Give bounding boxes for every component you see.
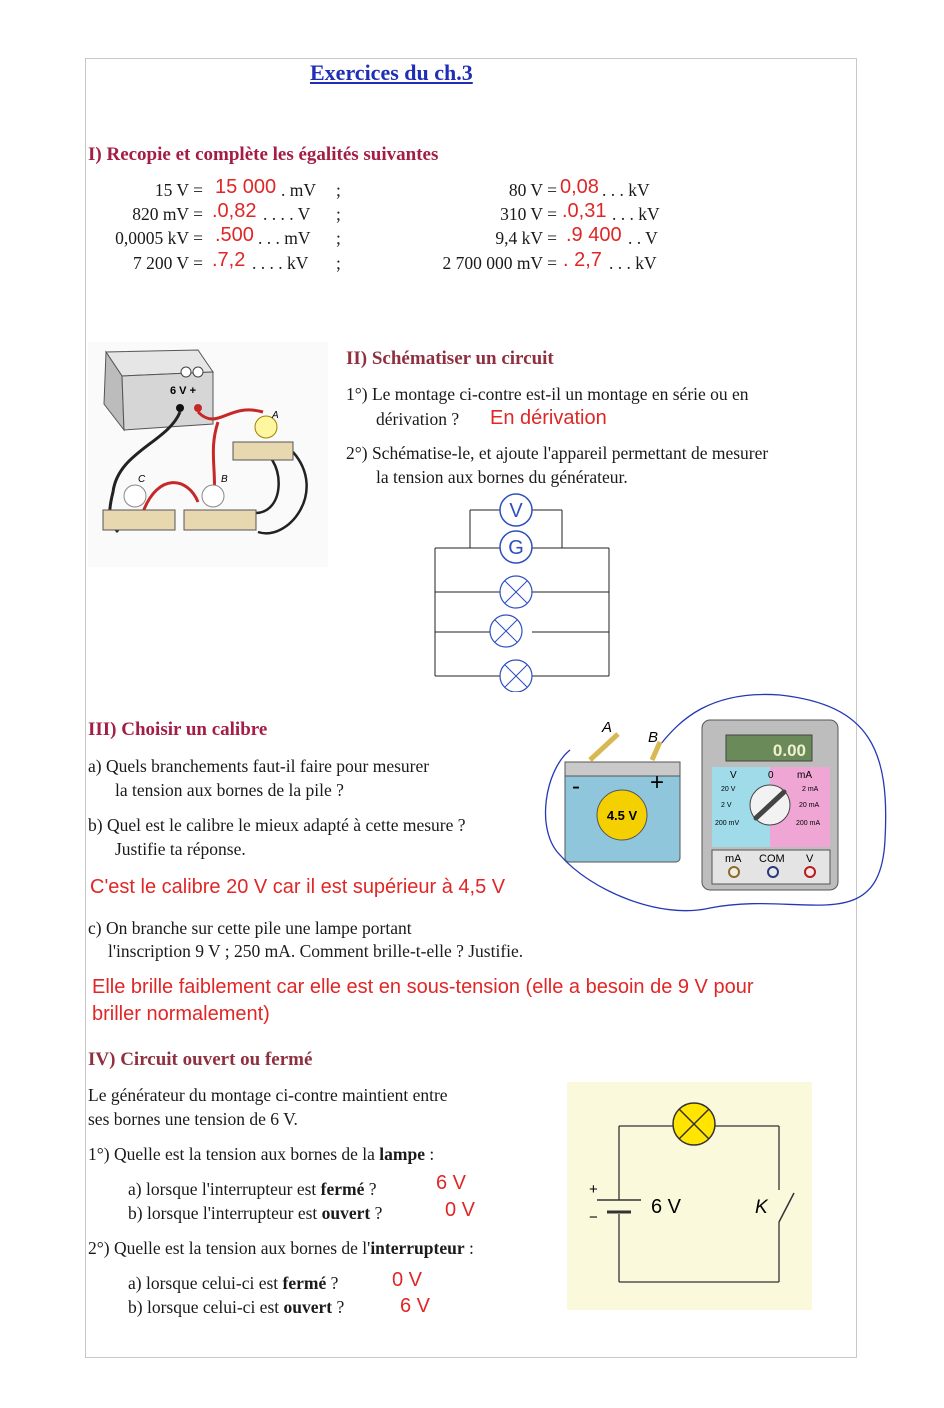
battery-multimeter-illustration xyxy=(540,690,900,920)
conversion-left-label: 820 mV = xyxy=(132,204,203,224)
lamp-c-label: C xyxy=(138,474,146,485)
intro-line1: Le générateur du montage ci-contre maintient entre xyxy=(88,1085,448,1105)
conversion-separator: ; xyxy=(336,180,341,200)
lamp-question-b: b) lorsque l'interrupteur est ouvert ? xyxy=(128,1203,383,1223)
conversion-left-label: 15 V = xyxy=(154,180,203,200)
conversion-left-unit: . . . . V xyxy=(263,204,311,224)
conversion-separator: ; xyxy=(336,253,341,273)
lamp-a-label: A xyxy=(272,410,279,421)
lamp-c xyxy=(124,485,146,507)
battery-plus-sign: + xyxy=(650,769,665,796)
jack-com-label: COM xyxy=(759,853,785,865)
section-1-heading: I) Recopie et complète les égalités suivantes xyxy=(88,144,439,165)
lamp-question: 1°) Quelle est la tension aux bornes de la lampe : xyxy=(88,1144,435,1164)
conversion-left-unit: . . . . kV xyxy=(252,253,309,273)
conversion-left-unit: . mV xyxy=(281,180,316,200)
range-20v[interactable]: 20 V xyxy=(721,786,736,793)
range-2ma[interactable]: 2 mA xyxy=(802,786,819,793)
lamp-holder-b xyxy=(184,510,256,530)
intro-line2: ses bornes une tension de 6 V. xyxy=(88,1109,298,1129)
switch-label: K xyxy=(755,1197,768,1218)
range-ma-label: mA xyxy=(797,770,812,781)
question-1-line2: dérivation ? xyxy=(376,409,460,429)
conversion-left-label: 7 200 V = xyxy=(133,253,203,273)
conversion-right-label: 310 V = xyxy=(500,204,557,224)
jack-ma[interactable] xyxy=(729,867,739,877)
conversion-right-label: 9,4 kV = xyxy=(495,228,557,248)
terminal-a-label: A xyxy=(602,719,613,736)
conversion-right-answer: . 2,7 xyxy=(563,249,602,271)
jack-v-label: V xyxy=(806,853,814,865)
answer-b: C'est le calibre 20 V car il est supérieur à 4,5 V xyxy=(90,876,506,898)
lamp-holder-c xyxy=(103,510,175,530)
question-a-line2: la tension aux bornes de la pile ? xyxy=(115,780,344,800)
conversion-left-unit: . . . mV xyxy=(258,228,311,248)
switch-answer-b: 6 V xyxy=(400,1295,431,1317)
question-2-line1: 2°) Schématise-le, et ajoute l'appareil permettant de mesurer xyxy=(346,443,769,463)
conversion-separator: ; xyxy=(336,228,341,248)
battery-voltage-label: 4.5 V xyxy=(606,808,638,823)
question-a-line1: a) Quels branchements faut-il faire pour mesurer xyxy=(88,756,430,776)
jack-v[interactable] xyxy=(805,867,815,877)
question-b-line1: b) Quel est le calibre le mieux adapté à cette mesure ? xyxy=(88,815,466,835)
section-2-heading: II) Schématiser un circuit xyxy=(346,348,554,369)
voltmeter-label: V xyxy=(509,500,523,522)
conversion-right-answer: .0,31 xyxy=(562,200,607,222)
conversion-left-answer: 15 000 xyxy=(215,176,277,198)
conversion-right-label: 2 700 000 mV = xyxy=(442,253,557,273)
lamp-answer-a: 6 V xyxy=(436,1172,467,1194)
range-v-label: V xyxy=(730,770,737,781)
lamp-question-a: a) lorsque l'interrupteur est fermé ? xyxy=(128,1179,377,1199)
conversion-left-answer: .500 xyxy=(215,224,254,246)
conversion-right-unit: . . V xyxy=(628,228,658,248)
generator-voltage-label: 6 V xyxy=(651,1196,682,1218)
lamp-b-label: B xyxy=(221,474,228,485)
series-circuit-diagram xyxy=(567,1082,812,1310)
terminal-b-label: B xyxy=(648,729,659,746)
battery-minus-sign: - xyxy=(572,773,580,800)
question-1-line1: 1°) Le montage ci-contre est-il un montage en série ou en xyxy=(346,384,749,404)
conversion-right-answer: .9 400 xyxy=(566,224,622,246)
question-b-line2: Justifie ta réponse. xyxy=(115,839,246,859)
lamp-symbol xyxy=(673,1103,715,1145)
battery-terminal-a xyxy=(590,734,618,760)
conversion-left-answer: .7,2 xyxy=(212,249,246,271)
conversion-right-answer: 0,08 xyxy=(560,176,599,198)
question-c-line2: l'inscription 9 V ; 250 mA. Comment brille-t-elle ? Justifie. xyxy=(108,941,524,961)
answer-c-line1: Elle brille faiblement car elle est en sous-tension (elle a besoin de 9 V pour xyxy=(92,976,754,998)
question-c-line1: c) On branche sur cette pile une lampe portant xyxy=(88,918,412,938)
switch-question-a: a) lorsque celui-ci est fermé ? xyxy=(128,1273,339,1293)
generator-front xyxy=(122,372,213,430)
question-2-line2: la tension aux bornes du générateur. xyxy=(376,467,628,487)
generator-symbol-label: G xyxy=(508,537,524,559)
conversion-right-unit: . . . kV xyxy=(609,253,657,273)
conversion-left-answer: .0,82 xyxy=(212,200,257,222)
conversion-right-unit: . . . kV xyxy=(612,204,660,224)
page-title: Exercices du ch.3 xyxy=(310,60,473,85)
conversion-right-label: 80 V = xyxy=(508,180,557,200)
parallel-circuit-diagram xyxy=(420,492,630,692)
question-1-answer: En dérivation xyxy=(490,407,607,429)
range-20ma[interactable]: 20 mA xyxy=(799,802,820,809)
range-200ma[interactable]: 200 mA xyxy=(796,820,821,827)
lamp-symbol xyxy=(435,576,609,608)
lamp-holder-a xyxy=(233,442,293,460)
lamp-symbol xyxy=(435,615,609,647)
generator-label: 6 V + xyxy=(170,385,196,397)
section-3-heading: III) Choisir un calibre xyxy=(88,719,268,740)
generator-minus-sign: − xyxy=(589,1209,598,1226)
range-200mv[interactable]: 200 mV xyxy=(715,820,740,827)
conversion-separator: ; xyxy=(336,204,341,224)
switch-answer-a: 0 V xyxy=(392,1269,423,1291)
range-2v[interactable]: 2 V xyxy=(721,802,732,809)
switch-question: 2°) Quelle est la tension aux bornes de l'interrupteur : xyxy=(88,1238,474,1258)
multimeter-reading: 0.00 xyxy=(772,741,806,760)
lamp-symbol xyxy=(435,660,609,692)
circuit-photo xyxy=(88,342,328,567)
switch-question-b: b) lorsque celui-ci est ouvert ? xyxy=(128,1297,345,1317)
conversion-left-label: 0,0005 kV = xyxy=(115,228,203,248)
section-4-heading: IV) Circuit ouvert ou fermé xyxy=(88,1049,313,1070)
jack-ma-label: mA xyxy=(725,853,742,865)
jack-com[interactable] xyxy=(768,867,778,877)
generator-plus-sign: + xyxy=(589,1181,598,1198)
answer-c-line2: briller normalement) xyxy=(92,1003,270,1025)
range-zero-label: 0 xyxy=(768,770,774,781)
conversion-right-unit: . . . kV xyxy=(602,180,650,200)
lamp-b xyxy=(202,485,224,507)
lamp-answer-b: 0 V xyxy=(445,1199,476,1221)
